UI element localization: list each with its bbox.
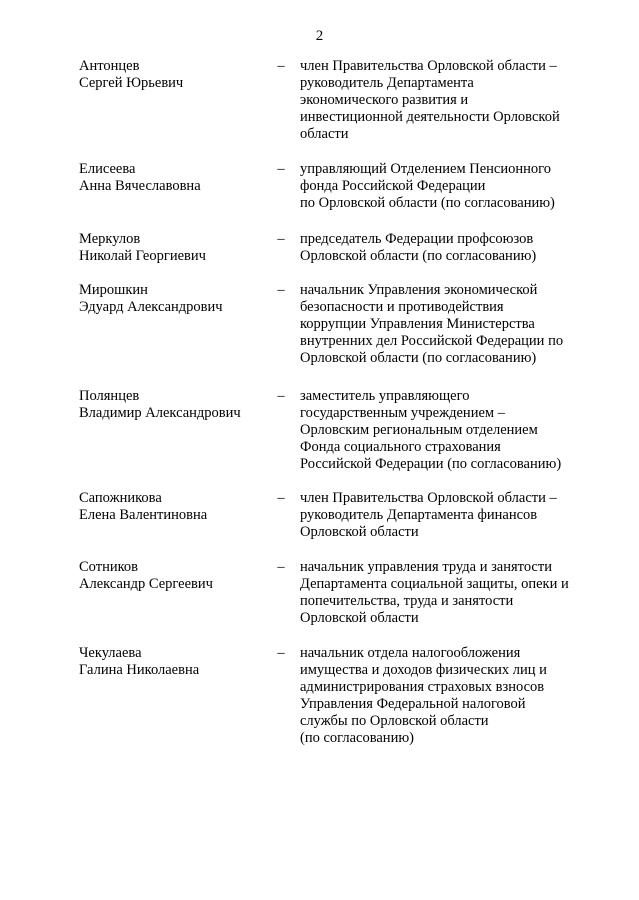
member-given-names: Сергей Юрьевич: [79, 75, 184, 91]
role-line: начальник Управления экономической: [300, 282, 538, 298]
role-line: имущества и доходов физических лиц и: [300, 662, 547, 678]
page-number: 2: [315, 28, 324, 44]
member-name: [79, 282, 269, 316]
member-name: [79, 645, 269, 679]
member-given-names: Елена Валентиновна: [79, 507, 208, 523]
role-line: начальник отдела налогообложения: [300, 645, 521, 661]
role-line: государственным учреждением –: [300, 405, 505, 421]
member-name: [79, 559, 269, 593]
separator-dash: –: [277, 58, 285, 74]
member-name: [79, 161, 269, 195]
role-line: Орловской области: [300, 610, 419, 626]
member-given-names: Владимир Александрович: [79, 405, 241, 421]
member-role: [300, 388, 590, 473]
member-name: [79, 58, 269, 92]
member-surname: Мирошкин: [79, 282, 148, 298]
role-line: Орловской области (по согласованию): [300, 350, 537, 366]
role-line: заместитель управляющего: [300, 388, 470, 404]
role-line: области: [300, 126, 349, 142]
member-name: [79, 388, 269, 422]
member-given-names: Галина Николаевна: [79, 662, 200, 678]
separator-dash: –: [277, 282, 285, 298]
member-role: [300, 490, 590, 541]
separator-dash: –: [277, 388, 285, 404]
member-surname: Сотников: [79, 559, 138, 575]
role-line: руководитель Департамента: [300, 75, 474, 91]
role-line: инвестиционной деятельности Орловской: [300, 109, 560, 125]
role-line: попечительства, труда и занятости: [300, 593, 514, 609]
member-given-names: Анна Вячеславовна: [79, 178, 201, 194]
member-given-names: Николай Георгиевич: [79, 248, 206, 264]
role-line: председатель Федерации профсоюзов: [300, 231, 534, 247]
member-role: [300, 161, 590, 212]
member-surname: Сапожникова: [79, 490, 162, 506]
member-role: [300, 645, 590, 747]
role-line: администрирования страховых взносов: [300, 679, 545, 695]
role-line: Управления Федеральной налоговой: [300, 696, 526, 712]
role-line: Орловской области: [300, 524, 419, 540]
member-name: [79, 231, 269, 265]
role-line: службы по Орловской области: [300, 713, 489, 729]
member-role: [300, 282, 590, 367]
separator-dash: –: [277, 645, 285, 661]
role-line: Орловской области (по согласованию): [300, 248, 537, 264]
member-given-names: Эдуард Александрович: [79, 299, 223, 315]
member-role: [300, 559, 590, 627]
member-given-names: Александр Сергеевич: [79, 576, 213, 592]
member-name: [79, 490, 269, 524]
separator-dash: –: [277, 559, 285, 575]
role-line: безопасности и противодействия: [300, 299, 504, 315]
member-surname: Меркулов: [79, 231, 141, 247]
role-line: управляющий Отделением Пенсионного: [300, 161, 551, 177]
role-line: по Орловской области (по согласованию): [300, 195, 555, 211]
role-line: (по согласованию): [300, 730, 414, 746]
role-line: член Правительства Орловской области –: [300, 490, 557, 506]
role-line: Российской Федерации (по согласованию): [300, 456, 562, 472]
member-surname: Чекулаева: [79, 645, 142, 661]
role-line: экономического развития и: [300, 92, 469, 108]
role-line: Фонда социального страхования: [300, 439, 501, 455]
role-line: фонда Российской Федерации: [300, 178, 486, 194]
member-surname: Елисеева: [79, 161, 136, 177]
member-surname: Антонцев: [79, 58, 140, 74]
role-line: руководитель Департамента финансов: [300, 507, 538, 523]
role-line: начальник управления труда и занятости: [300, 559, 552, 575]
role-line: внутренних дел Российской Федерации по: [300, 333, 564, 349]
separator-dash: –: [277, 161, 285, 177]
member-role: [300, 58, 590, 143]
role-line: член Правительства Орловской области –: [300, 58, 557, 74]
role-line: коррупции Управления Министерства: [300, 316, 535, 332]
member-surname: Полянцев: [79, 388, 140, 404]
role-line: Орловским региональным отделением: [300, 422, 538, 438]
separator-dash: –: [277, 490, 285, 506]
separator-dash: –: [277, 231, 285, 247]
role-line: Департамента социальной защиты, опеки и: [300, 576, 569, 592]
member-role: [300, 231, 590, 265]
